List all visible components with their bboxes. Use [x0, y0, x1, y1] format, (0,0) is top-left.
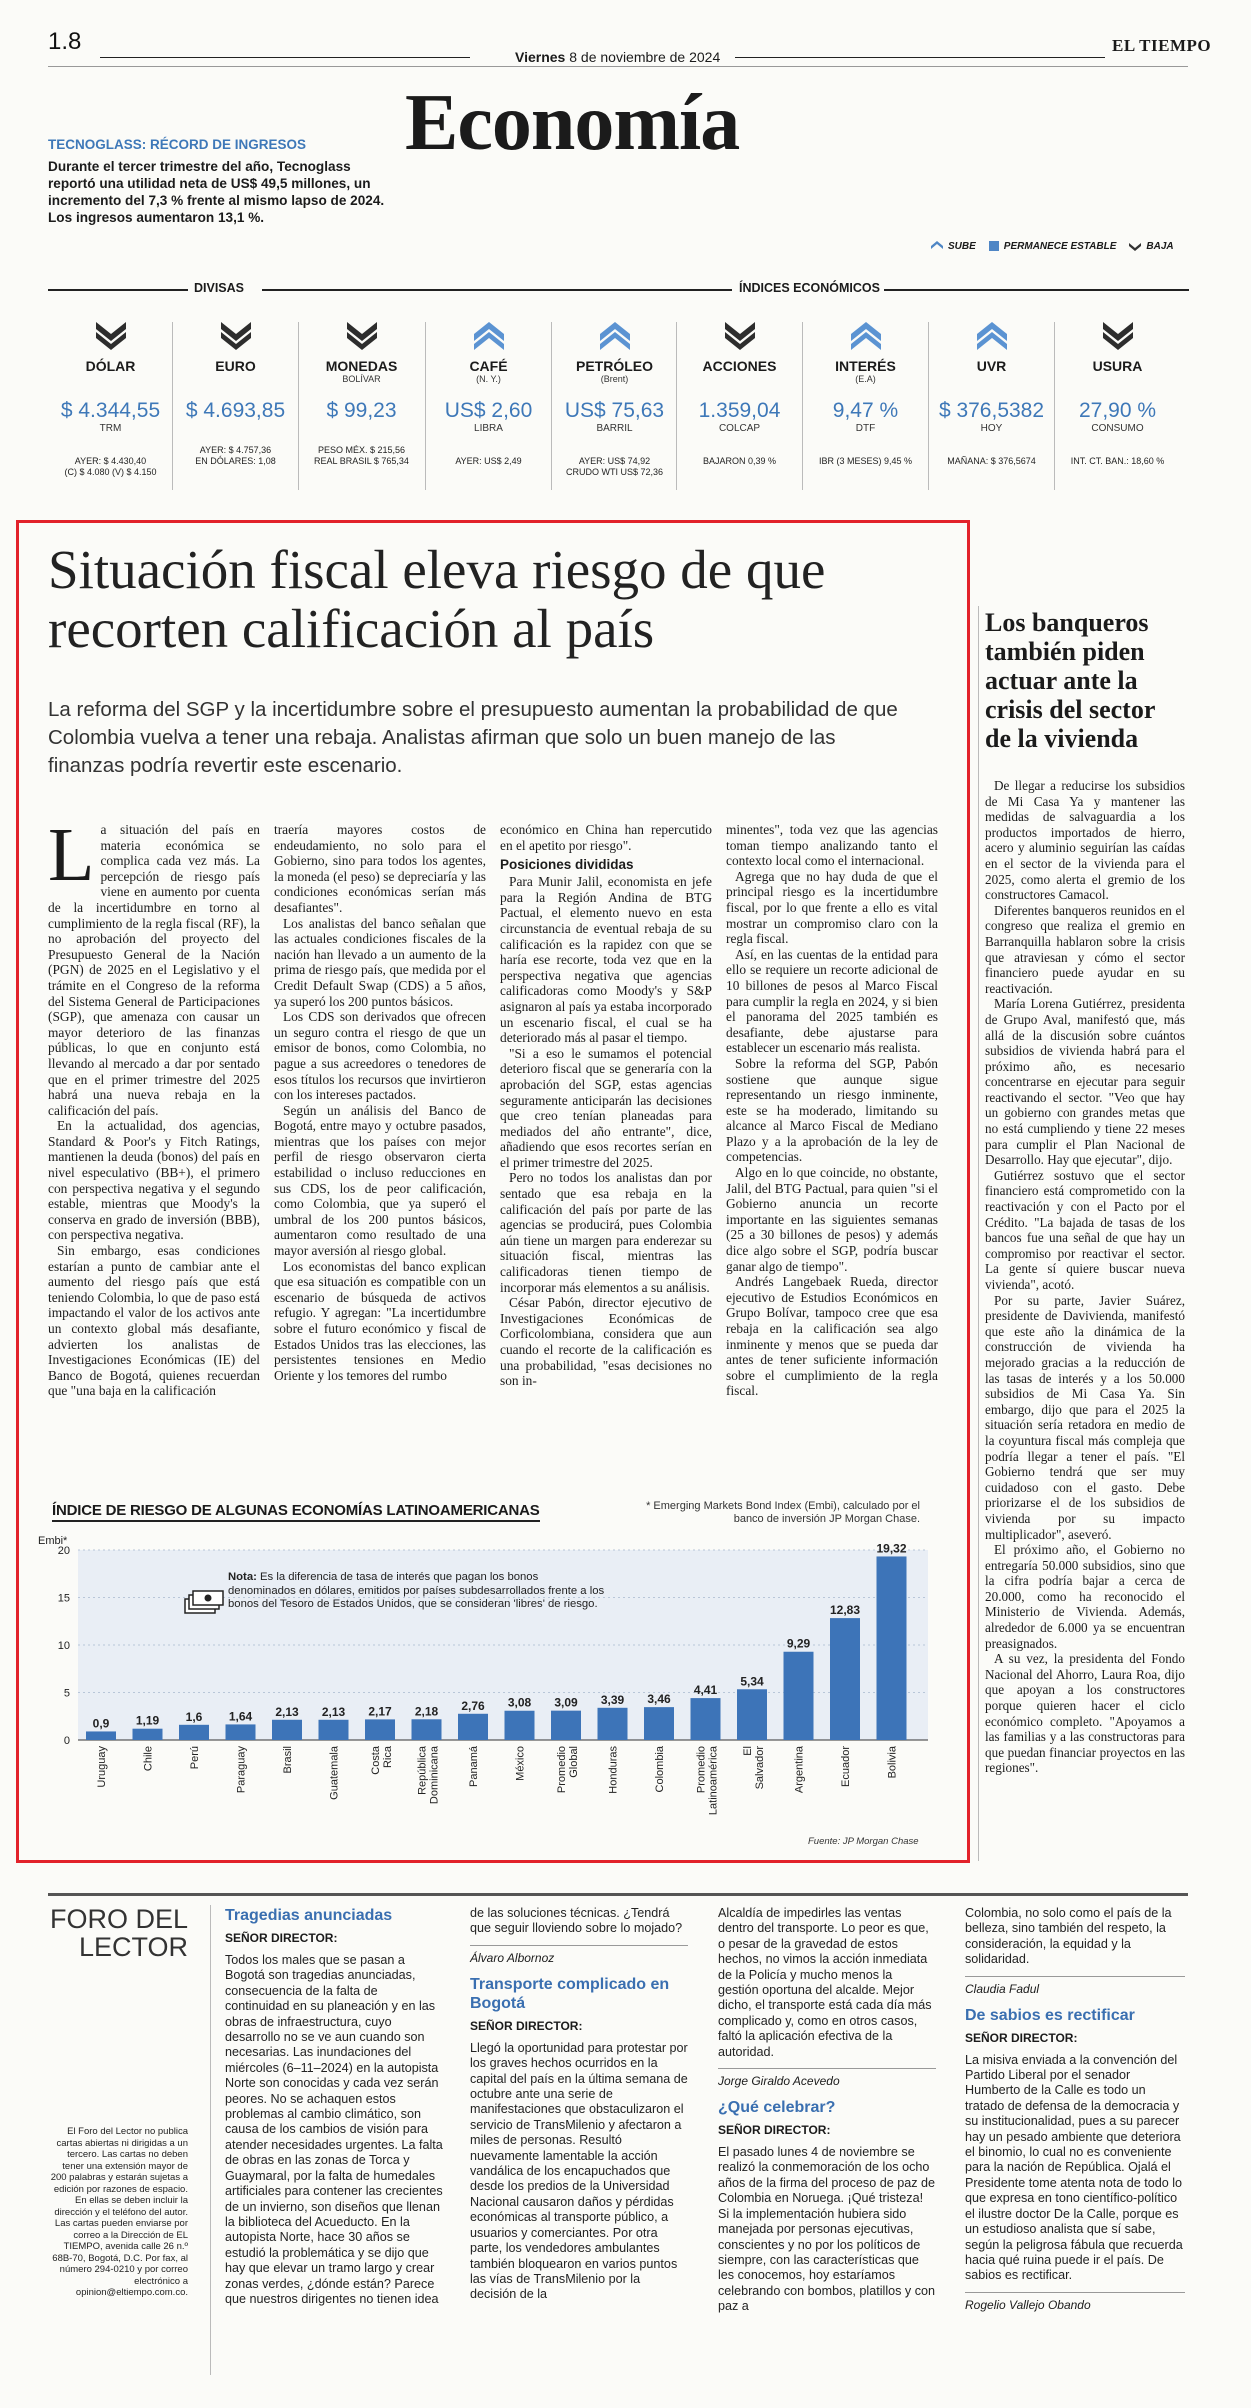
page-date: [515, 49, 720, 65]
indicator-value: 1.359,04: [698, 399, 781, 422]
chart-source: Fuente: JP Morgan Chase: [808, 1836, 919, 1847]
indicator-separator: [802, 322, 803, 490]
trend-legend: [930, 240, 1174, 252]
letter4-salutation: SEÑOR DIRECTOR:: [965, 2030, 1078, 2045]
bar-value-label: 2,17: [368, 1704, 392, 1719]
indicator-sub: [677, 374, 802, 385]
x-tick-label: Argentina: [793, 1746, 806, 1794]
indicator-foot-2: REAL BRASIL $ 765,34: [314, 456, 409, 466]
subhead-posiciones: Posiciones divididas: [500, 857, 634, 873]
indicator-name: INTERÉS: [835, 358, 896, 374]
sidebar-paragraph: A su vez, la presidenta del Fondo Nacional del Ahorro, Laura Roa, dijo que apoyan a los constructores porque quieren hacer el ciclo económico completo. "Apoyamos a las familias y a las constructoras para que puedan financiar proyectos en las regiones".: [985, 1651, 1185, 1776]
indicator-separator: [928, 322, 929, 490]
bar-panamá: [458, 1714, 488, 1740]
x-tick-label: Ecuador: [840, 1746, 852, 1787]
indicator-value: $ 376,5382: [938, 399, 1045, 422]
article-col-2: [274, 822, 486, 1383]
legend-stable: PERMANECE ESTABLE: [1003, 240, 1117, 252]
col4-paragraph: Sobre la reforma del SGP, Pabón sostiene que aunque sigue representando un riesgo inminente, este se ha moderado, limitando su alcance al Marco Fiscal de Mediano Plazo y a la aprobación de la ley de competencias.: [726, 1055, 938, 1165]
indicator-interés: [803, 318, 928, 467]
x-tick-label: Honduras: [607, 1746, 620, 1794]
indicator-value: $ 4.344,55: [60, 399, 161, 422]
date-weekday: Viernes: [515, 49, 566, 65]
x-tick-label: ElSalvador: [742, 1746, 766, 1790]
indicator-monedas: [299, 318, 424, 467]
indicator-separator: [425, 322, 426, 490]
x-tick-label: PromedioGlobal: [556, 1746, 580, 1794]
chart-note-label: Nota:: [228, 1571, 261, 1583]
bar-value-label: 2,76: [461, 1698, 485, 1713]
letter1-title[interactable]: Tragedias anunciadas: [225, 1907, 393, 1924]
y-tick-label: 0: [63, 1735, 70, 1747]
date-text: 8 de noviembre de 2024: [569, 49, 721, 65]
col2-paragraph: Los analistas del banco señalan que las actuales condiciones fiscales de la nación han llevado a un aumento de la prima de riesgo país, que medida por el Credit Default Swap (CDS) a 5 años, ya superó los 200 puntos básicos.: [274, 915, 486, 1009]
bar-brasil: [272, 1720, 302, 1740]
letter4-text: La misiva enviada a la convención del Partido Liberal por el senador Humberto de la Calle es todo un tratado de defensa de la democracia y su institucionalidad, pues a su parecer hay un pesado ambiente que deteriora el binomio, lo cual no es conveniente para la nación de República. Ojalá el Presidente tome atenta nota de todo lo que expresa en tono científico-político el ilustre doctor De la Calle, porque es un estudioso analista que sí sabe, según la peligrosa fábula que recuerda hacia qué ruina puede ir el país. De sabios es rectificar.: [965, 2052, 1183, 2283]
x-tick-label: Brasil: [282, 1746, 294, 1774]
indicator-value: US$ 2,60: [444, 399, 533, 422]
indicator-uvr: [929, 318, 1054, 467]
bar-value-label: 1,6: [185, 1709, 203, 1724]
bar-méxico: [505, 1711, 535, 1740]
indicator-dólar: [48, 318, 173, 478]
bar-promedio-global: [551, 1711, 581, 1740]
indicator-foot: AYER: $ 4.757,36: [199, 445, 272, 455]
forum-col-2: [470, 1906, 688, 2303]
indicator-unit: TRM: [99, 423, 122, 434]
indicator-sub: (N. Y.): [476, 374, 501, 384]
bar-value-label: 1,64: [228, 1709, 253, 1724]
trend-down-icon: [723, 318, 757, 352]
letter3-salutation: SEÑOR DIRECTOR:: [718, 2123, 831, 2138]
square-stable-icon: [988, 240, 1000, 252]
indicator-sub: (E.A): [855, 374, 876, 384]
col3-paragraph: Para Munir Jalil, economista en jefe para la Región Andina de BTG Pactual, el elemento nuevo en esta circunstancia de eventual rebaja de su calificación es la rapidez con que se haría ese recorte, toda vez que en la perspectiva negativa que agencias calificadoras como Moody's y S&P asignaron al país ya estaba incorporado un escenario fiscal, el cual se ha deteriorado más al pasar el tiempo.: [500, 874, 712, 1046]
col4-paragraph: Agrega que no hay duda de que el principal riesgo es la incertidumbre fiscal, por lo que frente a ello es vital mostrar un compromiso claro con la regla fiscal.: [726, 868, 938, 947]
bar-value-label: 0,9: [92, 1716, 110, 1731]
col1-paragraph: Sin embargo, esas condiciones estarían a punto de cambiar ante el aumento del riesgo país que está teniendo Colombia, lo que de paso está impactando el valor de los activos ante un contexto global más desafiante, advierten los analistas de Investigaciones Económicas (IE) del Banco de Bogotá, quienes recuerdan que "una baja en la calificación: [48, 1243, 260, 1399]
indicator-separator: [676, 322, 677, 490]
indicator-sub: [173, 374, 298, 385]
col2-paragraph: Los CDS son derivados que ofrecen un seguro contra el riesgo de que un emisor de bonos, como Colombia, no pague a sus acreedores o tenedores de esos títulos los recursos que invirtieron con los intereses pactados.: [274, 1009, 486, 1103]
indicator-name: PETRÓLEO: [575, 358, 653, 374]
money-icon: [185, 1591, 223, 1613]
indicator-value: $ 99,23: [326, 399, 397, 422]
bar-value-label: 2,13: [321, 1704, 346, 1719]
indicator-name: DÓLAR: [85, 358, 136, 374]
col4-paragraph: minentes", toda vez que las agencias toman tiempo analizando tanto el contexto local como el internacional.: [726, 822, 938, 869]
bar-promedio-latinoamérica: [691, 1698, 721, 1740]
bar-value-label: 3,09: [554, 1695, 578, 1710]
bar-value-label: 19,32: [876, 1541, 907, 1556]
indicator-unit: HOY: [980, 423, 1003, 434]
letter2-salutation: SEÑOR DIRECTOR:: [470, 2018, 583, 2033]
page-number: 1.8: [48, 28, 82, 55]
article-deck: La reforma del SGP y la incertidumbre sobre el presupuesto aumentan la probabilidad de que Colombia vuelva a tener una rebaja. Analistas afirman que solo un buen manejo de las finanzas podría revertir este escenario.: [48, 698, 898, 777]
sidebar-paragraph: El próximo año, el Gobierno no entregaría 50.000 subsidios, sino que la cifra podría bajar a cerca de 20.000, como ha reconocido el Ministerio de Vivienda. Además, alrededor de 6.000 ya se encuentran preasignados.: [985, 1542, 1185, 1651]
indicator-separator: [551, 322, 552, 490]
forum-title: FORO DEL LECTOR: [49, 1904, 188, 1962]
sidebar-rule: [978, 606, 979, 1861]
col4-paragraph: Así, en las cuentas de la entidad para ello se requiere un recorte adicional de 10 billones de pesos al Marco Fiscal para cumplir la regla en 2024, y si bien el panorama del 2025 también es desafiante, debe ajustarse para establecer un escenario más realista.: [726, 946, 938, 1056]
bar-perú: [179, 1725, 209, 1740]
y-axis-label: Embi*: [38, 1535, 68, 1547]
indicator-value: 27,90 %: [1078, 399, 1157, 422]
letter2-title[interactable]: Transporte complicado en Bogotá: [470, 1975, 670, 2012]
bar-ecuador: [830, 1618, 860, 1740]
y-tick-label: 10: [57, 1640, 70, 1652]
chart-note-text: Es la diferencia de tasa de interés que pagan los bonos denominados en dólares, emitidos por países subdesarrollados frente a los bonos del Tesoro de Estados Unidos, que se consideran 'libres' de riesgo.: [228, 1571, 605, 1610]
indicator-name: MONEDAS: [325, 358, 398, 374]
col1-paragraph: a situación del país en materia económica se complica cada vez más. La percepción de riesgo país viene en aumento por cuenta de la incertidumbre en torno al cumplimiento de la regla fiscal (RF), la no aprobación del proyecto del Presupuesto General de la Nación (PGN) de 2025 en el Legislativo y el trámite en el Congreso de la reforma del Sistema General de Participaciones (SGP), que amenaza con causar un mayor deterioro de las finanzas públicas, lo que en conjunto está llevando al mercado a dar por sentado que en el primer trimestre del 2025 habrá una nueva rebaja en la calificación del país.: [48, 822, 260, 1118]
trend-up-icon: [598, 318, 632, 352]
col3-paragraph: económico en China han repercutido en el apetito por riesgo".: [500, 822, 712, 853]
indicator-separator: [1054, 322, 1055, 490]
x-tick-label: RepúblicaDominicana: [416, 1746, 441, 1805]
col1-paragraph: En la actualidad, dos agencias, Standard & Poor's y Fitch Ratings, mantienen la deuda (bonos) del país en nivel especulativo (BB+), el primero con perspectiva negativa y el segundo estable, mientras que Moody's la conserva en grado de inversión (BBB), con perspectiva negativa.: [48, 1118, 260, 1243]
y-tick-label: 20: [57, 1545, 70, 1557]
sidebar-paragraph: Gutiérrez sostuvo que el sector financiero está comprometido con la reactivación y con el Pacto por el Crédito. "La bajada de tasas de los bancos fue una señal de que hay un compromiso por reactivar el sector. La gente sí quiere buscar nueva vivienda", acotó.: [985, 1167, 1185, 1292]
indicator-unit: LIBRA: [474, 423, 503, 434]
x-tick-label: Guatemala: [328, 1746, 341, 1800]
arrow-down-icon: [1128, 240, 1142, 252]
letter3-title[interactable]: ¿Qué celebrar?: [718, 2099, 836, 2117]
bar-value-label: 2,13: [275, 1704, 299, 1719]
indicator-foot: AYER: US$ 74,92: [578, 456, 651, 466]
indicator-foot-2: EN DÓLARES: 1,08: [195, 456, 276, 466]
forum-col-4: [965, 1906, 1185, 2322]
forum-col-1: [225, 1906, 443, 2307]
article-headline[interactable]: Situación fiscal eleva riesgo de que recorten calificación al país: [48, 539, 826, 659]
legend-up: SUBE: [948, 240, 976, 252]
y-tick-label: 15: [57, 1592, 70, 1605]
divisas-header: DIVISAS: [194, 281, 245, 295]
trend-down-icon: [219, 318, 253, 352]
trend-up-icon: [849, 318, 883, 352]
bar-uruguay: [86, 1731, 116, 1740]
indicator-foot: PESO MÉX. $ 215,56: [317, 445, 406, 455]
indicator-value: $ 4.693,85: [185, 399, 286, 422]
risk-chart: [30, 1525, 940, 1825]
indicator-sub: (Brent): [600, 374, 629, 384]
col2-paragraph: Los economistas del banco explican que esa situación es compatible con un escenario de búsqueda de activos refugio. Y agregan: "La incertidumbre sobre el futuro económico y fiscal de Estados Unidos tras las elecciones, las persistentes tensiones en Medio Oriente y los temores del rumbo: [274, 1258, 486, 1383]
article-col-1: [48, 813, 260, 1399]
col3-paragraph: Pero no todos los analistas dan por sentado que esa rebaja en la calificación del país por parte de las agencias se producirá, pues Colombia aún tiene un margen para enderezar su situación fiscal, mientras las calificadoras tienen tiempo de incorporar más elementos a su análisis.: [500, 1170, 712, 1295]
letter2-cont: Alcaldía de impedirles las ventas dentro del transporte. Lo peor es que, o pesar de la gravedad de estos hechos, no vimos la acción inmediata de la Policía y mucho menos la gestión oportuna del alcalde. Mejor dicho, el transporte está cada día más complicado y, como en otros casos, faltó la aplicación efectiva de la autoridad.: [718, 1906, 932, 2059]
x-tick-label: Bolivia: [886, 1746, 899, 1779]
letter1-salutation: SEÑOR DIRECTOR:: [225, 1931, 338, 1945]
indicator-foot: MAÑANA: $ 376,5674: [947, 456, 1036, 466]
trend-down-icon: [345, 318, 379, 352]
legend-down: BAJA: [1146, 240, 1174, 252]
arrow-up-icon: [930, 240, 944, 252]
bar-value-label: 4,41: [693, 1683, 718, 1698]
indicator-value: US$ 75,63: [564, 399, 665, 422]
chart-note: [228, 1571, 608, 1641]
indicator-sub: BOLÍVAR: [342, 374, 381, 384]
indicator-sub: [929, 374, 1054, 385]
bar-guatemala: [319, 1720, 349, 1740]
col2-paragraph: traería mayores costos de endeudamiento, no solo para el Gobierno, sino para todos los agentes, la moneda (el peso) se depreciaría y las condiciones económicas serían más desafiantes".: [274, 822, 486, 915]
bar-value-label: 3,39: [600, 1692, 625, 1707]
bar-value-label: 3,08: [507, 1695, 532, 1710]
chart-title: ÍNDICE DE RIESGO DE ALGUNAS ECONOMÍAS LATINOAMERICANAS: [52, 1502, 540, 1522]
col4-paragraph: Andrés Langebaek Rueda, director ejecutivo de Estudios Económicos en Grupo Bolívar, tampoco cree que esa rebaja en la calificación sea algo inminente y menos que se pueda dar antes de tener suficiente información sobre el cumplimiento de la regla fiscal.: [726, 1274, 938, 1399]
bar-colombia: [644, 1707, 674, 1740]
x-tick-label: CostaRica: [370, 1746, 394, 1775]
bar-value-label: 2,18: [414, 1704, 439, 1719]
letter3-text: El pasado lunes 4 de noviembre se realizó la conmemoración de los ocho años de la firma del proceso de paz de Colombia en Noruega. ¡Qué tristeza! Si la implementación hubiera sido manejada por personas ejecutivas, conscientes y no por los políticos de siempre, con las características que les conocemos, hoy estaríamos celebrando con bombos, platillos y con paz a: [718, 2145, 936, 2314]
indicator-name: ACCIONES: [702, 358, 777, 374]
indicator-foot: IBR (3 MESES) 9,45 %: [818, 456, 913, 466]
brand-logo[interactable]: EL TIEMPO: [1112, 36, 1212, 55]
x-tick-label: Uruguay: [96, 1746, 108, 1788]
letter2-text: Llegó la oportunidad para protestar por los graves hechos ocurridos en la capital del país en la última semana de octubre ante una serie de manifestaciones que obstaculizaron el servicio de TransMilenio y afectaron a miles de personas. Resultó nuevamente lamentable la acción vandálica de los encapuchados que desde los predios de la Universidad Nacional causaron daños y pérdidas económicas al transporte público, a usuarios y comerciantes. Por otra parte, los vendedores ambulantes también bloquearon en varios puntos las vías de TransMilenio por la decisión de la: [470, 2040, 688, 2302]
indicator-sub: [1055, 374, 1180, 385]
indicator-foot-2: CRUDO WTI US$ 72,36: [565, 467, 664, 477]
indicator-value: 9,47 %: [832, 399, 899, 422]
letter4-signature: Rogelio Vallejo Obando: [965, 2292, 1185, 2312]
forum-rule: [210, 1905, 211, 2375]
x-tick-label: Panamá: [468, 1746, 480, 1787]
col3-paragraph: "Si a eso le sumamos el potencial deterioro fiscal que se generaría con la aprobación del SGP, estas agencias seguramente anticiparán las decisiones que creo tenían planeadas para mediados del año entrante", dice, añadiendo que esos recortes serían en el primer trimestre del 2025.: [500, 1045, 712, 1170]
indicator-foot: BAJARON 0,39 %: [702, 456, 777, 466]
sidebar-paragraph: Por su parte, Javier Suárez, presidente de Davivienda, manifestó que este año la dinámica de la construcción de vivienda ha mejorado gracias a la reducción de las tasas de interés y a los 50.000 subsidios de Mi Casa Ya. Sin embargo, dijo que para el 2025 la situación sería retadora en medio de la coyuntura fiscal más compleja que podría llegar a tener el país. "El Gobierno tendrá que ser muy cuidadoso con el gasto. Debe priorizarse el de los subsidios de vivienda por su impacto multiplicador", aseveró.: [985, 1292, 1185, 1542]
indicator-sub: [48, 374, 173, 385]
bar-value-label: 3,46: [647, 1692, 671, 1707]
x-tick-label: PromedioLatinoamérica: [695, 1746, 720, 1816]
forum-disclaimer: El Foro del Lector no publica cartas abiertas ni dirigidas a un tercero. Las cartas no deben tener una extensión mayor de 200 palabras y estarán sujetas a edición por razones de espacio. En ellas se deben incluir la dirección y el teléfono del autor. Las cartas pueden enviarse por correo a la Dirección de EL TIEMPO, avenida calle 26 n.º 68B-70, Bogotá, D.C. Por fax, al número 294-0210 y por correo electrónico a opinion@eltiempo.com.co.: [50, 2126, 188, 2298]
x-tick-label: Colombia: [654, 1746, 666, 1793]
letter3-signature: Claudia Fadul: [965, 1976, 1185, 1996]
chart-footnote: * Emerging Markets Bond Index (Embi), calculado por el banco de inversión JP Morgan Chase.: [646, 1500, 920, 1525]
promo-text: Durante el tercer trimestre del año, Tecnoglass reportó una utilidad neta de US$ 49,5 millones, un incremento del 7,3 % frente al mismo lapso de 2024. Los ingresos aumentaron 13,1 %.: [48, 159, 385, 225]
col2-paragraph: Según un análisis del Banco de Bogotá, entre mayo y octubre pasados, mientras que los países con mejor perfil de riesgo observaron cierta estabilidad o incluso reducciones en sus CDS, los de peor calificación, como Colombia, que ya superó el umbral de los 200 puntos básicos, aumentaron como resultado de una mayor aversión al riesgo global.: [274, 1102, 486, 1259]
sidebar-paragraph: María Lorena Gutiérrez, presidenta de Grupo Aval, manifestó que, más allá de la discusión sobre cuántos subsidios de vivienda habrá para el próximo año, es necesario concentrarse en ejecutar para seguir reactivando el sector. "Veo que hay un gobierno con grandes metas que no está cumpliendo y tiene 22 meses para cumplir el Plan Nacional de Desarrollo. Hay que ejecutar", dijo.: [985, 996, 1185, 1168]
bar-value-label: 12,83: [829, 1603, 861, 1618]
indicator-separator: [172, 322, 173, 490]
indicator-café: [426, 318, 551, 467]
indicator-name: EURO: [215, 358, 256, 374]
bar-república-dominicana: [412, 1719, 442, 1740]
x-tick-label: Chile: [142, 1746, 155, 1772]
bar-argentina: [784, 1652, 814, 1740]
col3-paragraph: César Pabón, director ejecutivo de Investigaciones Económicas de Corficolombiana, considera que aun cuando el recorte de la calificación es una probabilidad, "esas decisiones no son in-: [500, 1295, 712, 1389]
bar-chile: [133, 1729, 163, 1740]
indices-header: ÍNDICES ECONÓMICOS: [739, 281, 880, 295]
letter1-signature: Álvaro Albornoz: [470, 1945, 688, 1965]
indicator-unit: BARRIL: [596, 423, 633, 434]
forum-col-3: [718, 1906, 936, 2315]
bar-value-label: 1,19: [135, 1713, 160, 1728]
indicator-foot: AYER: US$ 2,49: [455, 456, 522, 466]
col4-paragraph: Algo en lo que coincide, no obstante, Jalil, del BTG Pactual, para quien "si el Gobierno anuncia un recorte importante en las siguientes semanas (25 a 30 billones de pesos) y además dice algo sobre el SGP, podría buscar ganar algo de tiempo".: [726, 1165, 938, 1274]
trend-down-icon: [1101, 318, 1135, 352]
indicator-petróleo: [552, 318, 677, 478]
indicator-name: UVR: [976, 358, 1007, 374]
bar-bolivia: [877, 1556, 907, 1740]
bar-costa-rica: [365, 1719, 395, 1740]
bar-value-label: 5,34: [740, 1674, 764, 1689]
indicator-foot: AYER: $ 4.430,40: [74, 456, 147, 466]
letter2-signature: Jorge Giraldo Acevedo: [718, 2068, 936, 2088]
x-tick-label: Paraguay: [235, 1746, 248, 1794]
article-col-3: [500, 822, 712, 1389]
x-tick-label: Perú: [189, 1746, 201, 1770]
indicator-unit: CONSUMO: [1091, 423, 1144, 434]
indicator-separator: [298, 322, 299, 490]
letter1-cont: de las soluciones técnicas. ¿Tendrá que seguir lloviendo sobre lo mojado?: [470, 1906, 683, 1936]
indicator-name: CAFÉ: [469, 358, 508, 374]
letter4-title[interactable]: De sabios es rectificar: [965, 2006, 1135, 2024]
trend-up-icon: [975, 318, 1009, 352]
article-col-4: [726, 822, 938, 1399]
sidebar-headline[interactable]: Los banqueros también piden actuar ante la crisis del sector de la vivienda: [985, 608, 1155, 753]
x-tick-label: México: [514, 1746, 527, 1781]
indicator-name: USURA: [1092, 358, 1143, 374]
sidebar-paragraph: De llegar a reducirse los subsidios de Mi Casa Ya y mantener las medidas de salvaguardia a los productos importados de hierro, acero y aluminio seguirían las caídas en el sector de la vivienda para el 2025, como alerta el gremio de los constructores Camacol.: [985, 778, 1185, 903]
section-title: Economía: [405, 79, 740, 167]
bar-paraguay: [226, 1724, 256, 1740]
trend-up-icon: [472, 318, 506, 352]
letter1-text: Todos los males que se pasan a Bogotá son tragedias anunciadas, consecuencia de la falta de continuidad en su planeación y en las obras de infraestructura, cuyo desarrollo no se ve aun cuando son necesarias. Las inundaciones del miércoles (6–11–2024) en la autopista Norte son conocidas y cada vez serán peores. No se achaquen estos problemas al cambio climático, son causa de los cambios de visión para atender necesidades urgentes. La falta de obras en las zonas de Torca y Guaymaral, por la falta de humedales artificiales para contener las crecientes de un invierno, son diseños que llenan la biblioteca del Acueducto. En la autopista Norte, hace 30 años se estudió la problemática y se dijo que hay que elevar un tramo largo y crear zonas verdes, ¿dónde están? Parece que nuestros dirigentes no tienen idea: [225, 1953, 443, 2306]
bar-value-label: 9,29: [786, 1636, 811, 1651]
sidebar-body: [985, 778, 1185, 1776]
indicator-euro: [173, 318, 298, 467]
drop-cap: L: [48, 813, 95, 897]
bar-el-salvador: [737, 1689, 767, 1740]
promo-kicker[interactable]: TECNOGLASS: RÉCORD DE INGRESOS: [48, 137, 307, 152]
bar-honduras: [598, 1708, 628, 1740]
indicator-foot: INT. CT. BAN.: 18,60 %: [1070, 456, 1165, 466]
indicator-foot-2: (C) $ 4.080 (V) $ 4.150: [64, 467, 157, 477]
y-tick-label: 5: [63, 1687, 70, 1700]
letter3-cont: Colombia, no solo como el país de la belleza, sino también del respeto, la consideración, la equidad y la solidaridad.: [965, 1906, 1172, 1967]
indicator-usura: [1055, 318, 1180, 467]
sidebar-paragraph: Diferentes banqueros reunidos en el congreso que realiza el gremio en Barranquilla hablaron sobre la crisis que atraviesan y cómo el sector financiero puede ayudar en su reactivación.: [985, 902, 1185, 996]
trend-down-icon: [94, 318, 128, 352]
indicator-unit: COLCAP: [718, 423, 761, 434]
indicator-unit: DTF: [855, 423, 876, 434]
indicator-acciones: [677, 318, 802, 467]
